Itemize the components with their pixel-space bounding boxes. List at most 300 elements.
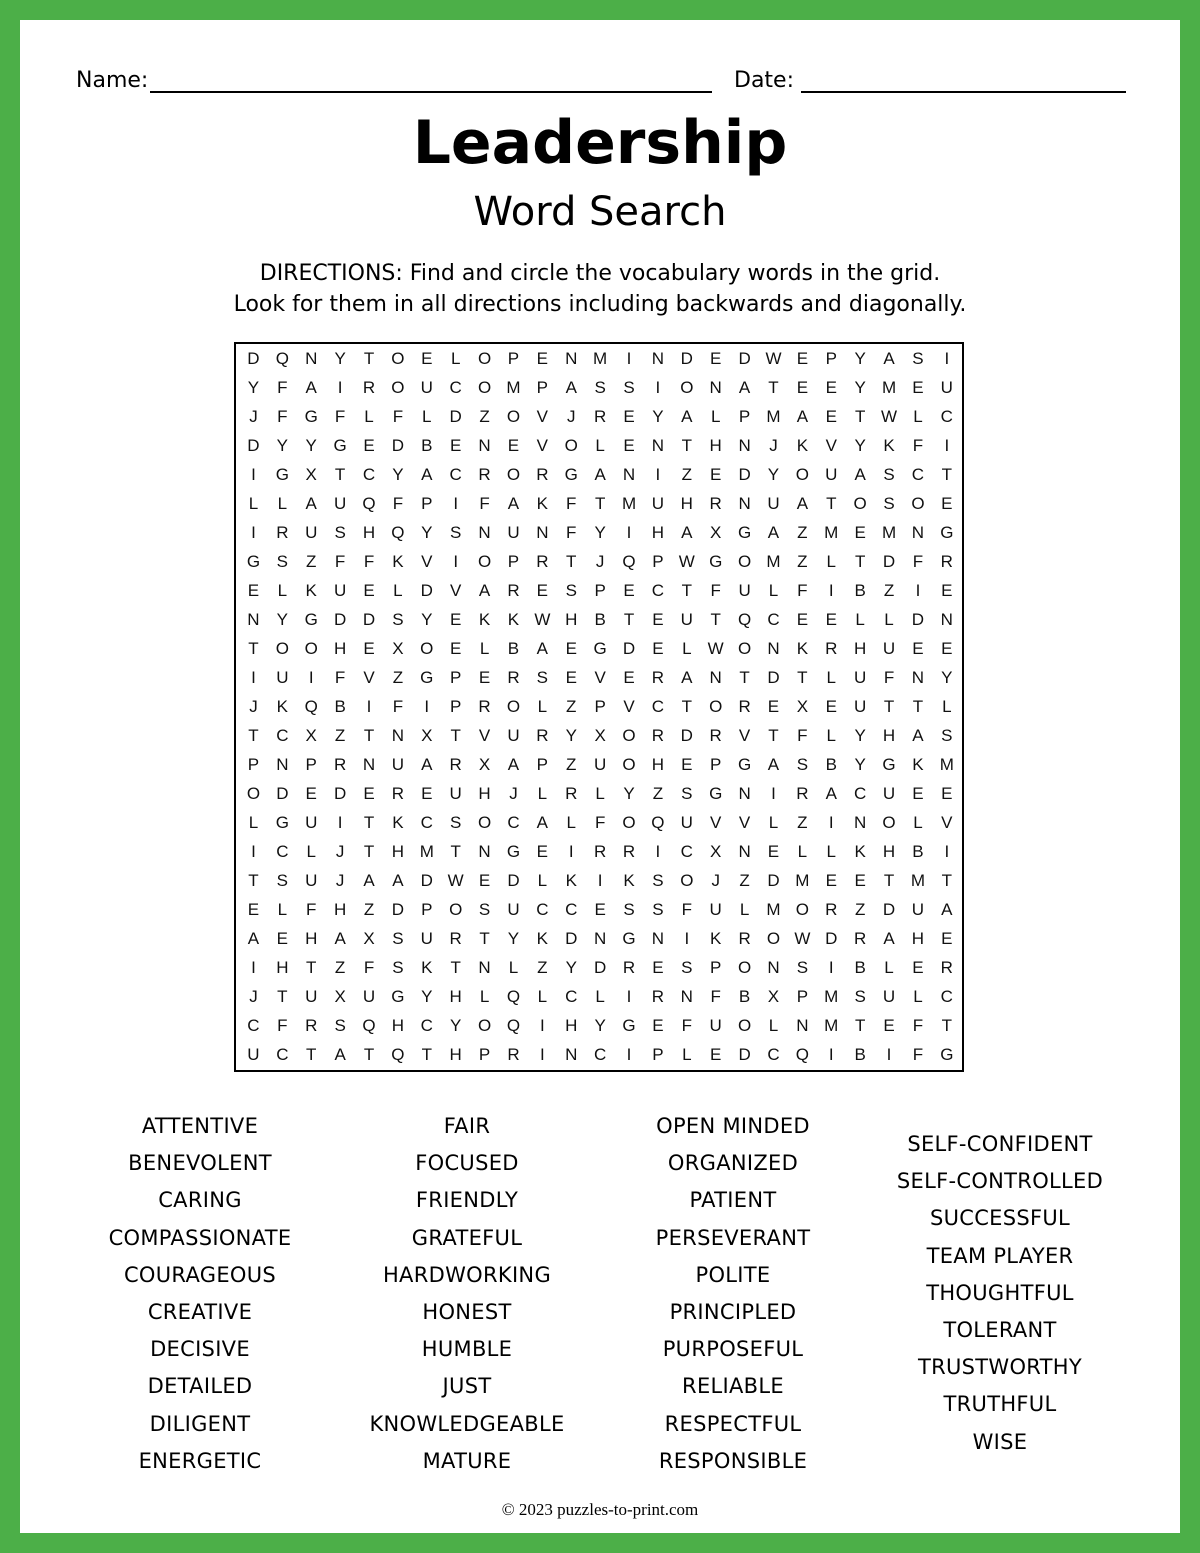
grid-letter[interactable]: U — [305, 812, 318, 832]
grid-letter[interactable]: S — [450, 522, 462, 542]
grid-letter[interactable]: F — [912, 551, 924, 571]
grid-letter[interactable]: U — [709, 1015, 722, 1035]
grid-letter[interactable]: B — [854, 957, 866, 977]
grid-letter[interactable]: E — [912, 783, 924, 803]
grid-letter[interactable]: Y — [854, 435, 866, 455]
grid-letter[interactable]: S — [883, 464, 895, 484]
grid-letter[interactable]: D — [420, 580, 433, 600]
grid-letter[interactable]: J — [711, 870, 720, 890]
grid-letter[interactable]: M — [824, 986, 839, 1006]
grid-letter[interactable]: N — [911, 522, 925, 542]
grid-letter[interactable]: E — [565, 667, 577, 687]
grid-letter[interactable]: T — [450, 725, 461, 745]
grid-letter[interactable]: U — [911, 899, 925, 919]
grid-letter[interactable]: P — [652, 1044, 664, 1064]
grid-letter[interactable]: V — [738, 725, 751, 745]
grid-letter[interactable]: D — [882, 551, 896, 571]
grid-letter[interactable]: U — [276, 667, 289, 687]
grid-letter[interactable]: U — [651, 493, 665, 513]
grid-letter[interactable]: K — [912, 754, 924, 774]
grid-letter[interactable]: R — [478, 464, 491, 484]
grid-letter[interactable]: C — [680, 841, 693, 861]
grid-letter[interactable]: H — [391, 841, 405, 861]
grid-letter[interactable]: D — [680, 725, 693, 745]
grid-letter[interactable]: E — [825, 696, 837, 716]
grid-letter[interactable]: O — [766, 928, 781, 948]
grid-letter[interactable]: C — [449, 377, 462, 397]
grid-letter[interactable]: R — [825, 899, 838, 919]
grid-letter[interactable]: P — [710, 754, 722, 774]
grid-letter[interactable]: R — [709, 493, 722, 513]
grid-letter[interactable]: L — [595, 435, 605, 455]
grid-letter[interactable]: N — [651, 348, 665, 368]
grid-letter[interactable]: X — [710, 522, 722, 542]
grid-letter[interactable]: X — [421, 725, 433, 745]
grid-letter[interactable]: V — [738, 812, 751, 832]
grid-letter[interactable]: U — [767, 493, 780, 513]
grid-letter[interactable]: I — [251, 667, 256, 687]
grid-letter[interactable]: A — [681, 667, 693, 687]
grid-letter[interactable]: N — [651, 435, 665, 455]
grid-letter[interactable]: N — [247, 609, 260, 629]
grid-letter[interactable]: R — [622, 841, 636, 861]
grid-letter[interactable]: G — [622, 1015, 636, 1035]
grid-letter[interactable]: R — [565, 783, 578, 803]
grid-letter[interactable]: U — [825, 464, 838, 484]
grid-letter[interactable]: T — [941, 1015, 953, 1035]
grid-letter[interactable]: Q — [275, 348, 289, 368]
grid-letter[interactable]: I — [626, 1044, 632, 1064]
grid-letter[interactable]: R — [940, 957, 953, 977]
grid-letter[interactable]: R — [825, 638, 838, 658]
grid-letter[interactable]: A — [536, 638, 549, 658]
grid-letter[interactable]: K — [796, 435, 809, 455]
grid-letter[interactable]: Q — [391, 522, 405, 542]
grid-letter[interactable]: Y — [247, 377, 260, 397]
grid-letter[interactable]: I — [251, 464, 256, 484]
grid-letter[interactable]: C — [593, 1044, 607, 1064]
grid-letter[interactable]: E — [363, 783, 375, 803]
grid-letter[interactable]: N — [478, 841, 491, 861]
grid-letter[interactable]: U — [420, 928, 433, 948]
grid-letter[interactable]: B — [738, 986, 751, 1006]
grid-letter[interactable]: H — [651, 522, 665, 542]
grid-letter[interactable]: E — [507, 435, 520, 455]
grid-letter[interactable]: C — [276, 725, 289, 745]
grid-letter[interactable]: L — [450, 348, 461, 368]
grid-letter[interactable]: B — [825, 754, 837, 774]
grid-letter[interactable]: F — [277, 1015, 288, 1035]
grid-letter[interactable]: F — [912, 1044, 924, 1064]
grid-letter[interactable]: L — [393, 580, 403, 600]
grid-letter[interactable]: I — [568, 841, 574, 861]
grid-letter[interactable]: E — [854, 522, 866, 542]
grid-letter[interactable]: T — [883, 696, 895, 716]
grid-letter[interactable]: T — [854, 406, 866, 426]
grid-letter[interactable]: L — [306, 841, 316, 861]
grid-letter[interactable]: O — [477, 377, 492, 397]
grid-letter[interactable]: O — [391, 377, 405, 397]
grid-letter[interactable]: C — [767, 609, 780, 629]
grid-letter[interactable]: S — [796, 754, 809, 774]
grid-letter[interactable]: X — [478, 754, 491, 774]
grid-letter[interactable]: H — [709, 435, 722, 455]
grid-letter[interactable]: V — [421, 551, 433, 571]
grid-letter[interactable]: L — [826, 725, 836, 745]
grid-letter[interactable]: D — [420, 870, 433, 890]
grid-letter[interactable]: K — [392, 812, 404, 832]
grid-letter[interactable]: E — [421, 348, 433, 368]
grid-letter[interactable]: E — [912, 377, 924, 397]
grid-letter[interactable]: J — [249, 406, 258, 426]
grid-letter[interactable]: X — [305, 725, 317, 745]
grid-letter[interactable]: V — [450, 580, 462, 600]
grid-letter[interactable]: N — [738, 435, 751, 455]
grid-letter[interactable]: L — [537, 696, 548, 716]
grid-letter[interactable]: O — [506, 696, 521, 716]
grid-letter[interactable]: T — [797, 667, 808, 687]
grid-letter[interactable]: F — [883, 667, 895, 687]
grid-letter[interactable]: M — [939, 754, 954, 774]
grid-letter[interactable]: N — [738, 493, 751, 513]
grid-letter[interactable]: I — [886, 1044, 892, 1064]
grid-letter[interactable]: V — [941, 812, 953, 832]
grid-letter[interactable]: R — [536, 551, 549, 571]
grid-letter[interactable]: R — [362, 377, 376, 397]
grid-letter[interactable]: B — [421, 435, 433, 455]
grid-letter[interactable]: O — [477, 1015, 492, 1035]
grid-letter[interactable]: O — [737, 957, 752, 977]
grid-letter[interactable]: I — [337, 377, 343, 397]
grid-letter[interactable]: T — [306, 957, 317, 977]
grid-letter[interactable]: U — [507, 725, 520, 745]
grid-letter[interactable]: V — [363, 667, 375, 687]
grid-letter[interactable]: S — [450, 812, 462, 832]
grid-letter[interactable]: C — [362, 464, 376, 484]
grid-letter[interactable]: V — [478, 725, 491, 745]
grid-letter[interactable]: F — [277, 377, 288, 397]
grid-letter[interactable]: C — [565, 986, 578, 1006]
grid-letter[interactable]: T — [594, 493, 606, 513]
grid-letter[interactable]: K — [536, 493, 549, 513]
grid-letter[interactable]: I — [308, 667, 314, 687]
grid-letter[interactable]: E — [767, 841, 780, 861]
grid-letter[interactable]: H — [565, 1015, 578, 1035]
grid-letter[interactable]: I — [944, 435, 950, 455]
grid-letter[interactable]: D — [333, 783, 347, 803]
grid-letter[interactable]: E — [825, 609, 837, 629]
grid-letter[interactable]: N — [305, 348, 318, 368]
grid-letter[interactable]: T — [854, 551, 866, 571]
grid-letter[interactable]: I — [424, 696, 430, 716]
grid-letter[interactable]: J — [335, 870, 345, 890]
grid-letter[interactable]: R — [276, 522, 289, 542]
grid-letter[interactable]: G — [593, 638, 607, 658]
grid-letter[interactable]: P — [710, 957, 722, 977]
grid-letter[interactable]: E — [825, 377, 837, 397]
grid-letter[interactable]: Z — [883, 580, 895, 600]
grid-letter[interactable]: E — [450, 609, 462, 629]
grid-letter[interactable]: T — [248, 725, 259, 745]
grid-letter[interactable]: A — [305, 493, 317, 513]
grid-letter[interactable]: F — [912, 1015, 924, 1035]
grid-letter[interactable]: M — [881, 522, 897, 542]
grid-letter[interactable]: I — [828, 580, 834, 600]
grid-letter[interactable]: Y — [305, 435, 317, 455]
grid-letter[interactable]: H — [911, 928, 925, 948]
grid-letter[interactable]: E — [767, 696, 780, 716]
grid-letter[interactable]: R — [593, 841, 607, 861]
grid-letter[interactable]: Q — [795, 1044, 809, 1064]
grid-letter[interactable]: P — [507, 348, 520, 368]
grid-letter[interactable]: N — [478, 435, 491, 455]
grid-letter[interactable]: L — [768, 580, 779, 600]
grid-letter[interactable]: Q — [506, 986, 521, 1006]
grid-letter[interactable]: R — [854, 928, 867, 948]
grid-letter[interactable]: Z — [392, 667, 404, 687]
grid-letter[interactable]: T — [768, 377, 779, 397]
grid-letter[interactable]: S — [276, 870, 288, 890]
grid-letter[interactable]: T — [479, 928, 490, 948]
grid-letter[interactable]: K — [796, 638, 809, 658]
grid-letter[interactable]: N — [478, 957, 491, 977]
grid-letter[interactable]: D — [622, 638, 636, 658]
grid-letter[interactable]: W — [707, 638, 724, 658]
grid-letter[interactable]: S — [623, 899, 635, 919]
grid-letter[interactable]: J — [595, 551, 605, 571]
grid-letter[interactable]: Y — [767, 464, 780, 484]
grid-letter[interactable]: E — [594, 899, 606, 919]
grid-letter[interactable]: F — [277, 406, 288, 426]
grid-letter[interactable]: K — [536, 928, 549, 948]
grid-letter[interactable]: U — [882, 783, 896, 803]
grid-letter[interactable]: T — [623, 609, 635, 629]
grid-letter[interactable]: P — [507, 551, 520, 571]
grid-letter[interactable]: E — [912, 638, 924, 658]
grid-letter[interactable]: A — [507, 493, 520, 513]
grid-letter[interactable]: S — [912, 348, 924, 368]
grid-letter[interactable]: N — [767, 957, 780, 977]
grid-letter[interactable]: G — [275, 812, 289, 832]
grid-letter[interactable]: L — [595, 986, 605, 1006]
grid-letter[interactable]: K — [421, 957, 433, 977]
grid-letter[interactable]: A — [334, 1044, 346, 1064]
grid-letter[interactable]: O — [477, 812, 492, 832]
grid-letter[interactable]: S — [652, 899, 664, 919]
grid-letter[interactable]: S — [652, 870, 664, 890]
grid-letter[interactable]: A — [305, 377, 317, 397]
grid-letter[interactable]: L — [913, 812, 923, 832]
grid-letter[interactable]: N — [362, 754, 376, 774]
grid-letter[interactable]: E — [710, 464, 722, 484]
grid-letter[interactable]: B — [594, 609, 606, 629]
grid-letter[interactable]: G — [391, 986, 405, 1006]
grid-letter[interactable]: S — [565, 580, 577, 600]
grid-letter[interactable]: Q — [304, 696, 318, 716]
grid-letter[interactable]: S — [276, 551, 288, 571]
grid-letter[interactable]: Z — [739, 870, 750, 890]
grid-letter[interactable]: L — [479, 638, 490, 658]
grid-letter[interactable]: R — [391, 783, 405, 803]
grid-letter[interactable]: N — [854, 812, 867, 832]
grid-letter[interactable]: O — [506, 464, 521, 484]
grid-letter[interactable]: L — [826, 667, 836, 687]
grid-letter[interactable]: O — [622, 812, 636, 832]
grid-letter[interactable]: D — [391, 899, 405, 919]
grid-letter[interactable]: T — [248, 870, 259, 890]
grid-letter[interactable]: R — [507, 667, 520, 687]
grid-letter[interactable]: U — [305, 522, 318, 542]
grid-letter[interactable]: G — [333, 435, 347, 455]
grid-letter[interactable]: A — [594, 464, 606, 484]
grid-letter[interactable]: I — [453, 551, 459, 571]
grid-letter[interactable]: J — [335, 841, 345, 861]
grid-letter[interactable]: L — [566, 812, 576, 832]
grid-letter[interactable]: Z — [479, 406, 490, 426]
grid-letter[interactable]: E — [796, 377, 809, 397]
grid-letter[interactable]: E — [941, 783, 953, 803]
grid-letter[interactable]: V — [536, 435, 549, 455]
grid-letter[interactable]: N — [622, 464, 636, 484]
grid-letter[interactable]: G — [304, 609, 318, 629]
grid-letter[interactable]: G — [709, 783, 723, 803]
grid-letter[interactable]: Q — [651, 812, 665, 832]
grid-letter[interactable]: T — [363, 841, 375, 861]
grid-letter[interactable]: U — [680, 609, 693, 629]
grid-letter[interactable]: T — [421, 1044, 432, 1064]
grid-letter[interactable]: M — [766, 899, 781, 919]
grid-letter[interactable]: F — [392, 696, 404, 716]
grid-letter[interactable]: G — [304, 406, 318, 426]
grid-letter[interactable]: T — [710, 609, 721, 629]
grid-letter[interactable]: H — [882, 725, 896, 745]
grid-letter[interactable]: I — [655, 841, 661, 861]
grid-letter[interactable]: I — [366, 696, 372, 716]
grid-letter[interactable]: R — [738, 928, 751, 948]
grid-letter[interactable]: O — [622, 754, 636, 774]
grid-letter[interactable]: S — [334, 1015, 346, 1035]
grid-letter[interactable]: T — [450, 841, 461, 861]
grid-letter[interactable]: T — [883, 870, 895, 890]
grid-letter[interactable]: B — [854, 1044, 866, 1064]
grid-letter[interactable]: F — [797, 580, 808, 600]
grid-letter[interactable]: L — [768, 812, 779, 832]
grid-letter[interactable]: S — [478, 899, 491, 919]
grid-letter[interactable]: E — [710, 348, 722, 368]
grid-letter[interactable]: G — [940, 522, 954, 542]
grid-letter[interactable]: T — [681, 435, 692, 455]
grid-letter[interactable]: M — [795, 870, 810, 890]
grid-letter[interactable]: M — [766, 406, 781, 426]
grid-letter[interactable]: L — [826, 551, 836, 571]
grid-letter[interactable]: X — [363, 928, 375, 948]
grid-letter[interactable]: H — [449, 986, 462, 1006]
grid-letter[interactable]: U — [882, 638, 896, 658]
grid-letter[interactable]: E — [652, 609, 664, 629]
grid-letter[interactable]: A — [767, 522, 780, 542]
grid-letter[interactable]: I — [597, 870, 603, 890]
grid-letter[interactable]: K — [854, 841, 866, 861]
grid-letter[interactable]: X — [767, 986, 780, 1006]
grid-letter[interactable]: I — [337, 812, 343, 832]
grid-letter[interactable]: I — [626, 522, 632, 542]
grid-letter[interactable]: H — [449, 1044, 462, 1064]
grid-letter[interactable]: L — [537, 783, 548, 803]
grid-letter[interactable]: E — [941, 638, 953, 658]
grid-letter[interactable]: Y — [652, 406, 664, 426]
grid-letter[interactable]: I — [915, 580, 921, 600]
grid-letter[interactable]: U — [247, 1044, 260, 1064]
grid-letter[interactable]: H — [680, 493, 693, 513]
grid-letter[interactable]: C — [940, 406, 953, 426]
grid-letter[interactable]: O — [911, 493, 925, 513]
grid-letter[interactable]: H — [882, 841, 896, 861]
grid-letter[interactable]: J — [509, 783, 518, 803]
grid-letter[interactable]: Z — [797, 551, 808, 571]
grid-letter[interactable]: N — [738, 841, 751, 861]
grid-letter[interactable]: A — [796, 406, 809, 426]
grid-letter[interactable]: C — [651, 696, 665, 716]
grid-letter[interactable]: P — [421, 493, 433, 513]
grid-letter[interactable]: I — [655, 464, 661, 484]
grid-letter[interactable]: T — [768, 725, 779, 745]
grid-letter[interactable]: E — [450, 435, 462, 455]
grid-letter[interactable]: K — [276, 696, 288, 716]
grid-letter[interactable]: L — [508, 957, 519, 977]
grid-letter[interactable]: P — [536, 754, 549, 774]
grid-letter[interactable]: A — [421, 754, 433, 774]
grid-letter[interactable]: D — [911, 609, 925, 629]
grid-letter[interactable]: X — [796, 696, 809, 716]
grid-letter[interactable]: Z — [334, 957, 346, 977]
grid-letter[interactable]: E — [565, 638, 577, 658]
grid-letter[interactable]: E — [825, 870, 837, 890]
grid-letter[interactable]: F — [334, 551, 346, 571]
grid-letter[interactable]: O — [737, 1015, 752, 1035]
grid-letter[interactable]: I — [251, 841, 256, 861]
grid-letter[interactable]: G — [246, 551, 261, 571]
grid-letter[interactable]: U — [738, 580, 751, 600]
grid-letter[interactable]: D — [882, 899, 896, 919]
grid-letter[interactable]: Y — [421, 609, 433, 629]
grid-letter[interactable]: R — [940, 551, 953, 571]
grid-letter[interactable]: G — [940, 1044, 954, 1064]
grid-letter[interactable]: A — [825, 783, 837, 803]
grid-letter[interactable]: U — [507, 899, 520, 919]
grid-letter[interactable]: A — [478, 580, 491, 600]
grid-letter[interactable]: Z — [797, 522, 808, 542]
grid-letter[interactable]: L — [277, 580, 288, 600]
grid-letter[interactable]: O — [304, 638, 318, 658]
grid-letter[interactable]: G — [420, 667, 434, 687]
grid-letter[interactable]: S — [681, 783, 693, 803]
grid-letter[interactable]: Z — [681, 464, 692, 484]
grid-letter[interactable]: E — [652, 957, 664, 977]
grid-letter[interactable]: Z — [854, 899, 866, 919]
grid-letter[interactable]: H — [854, 638, 867, 658]
grid-letter[interactable]: U — [593, 754, 607, 774]
grid-letter[interactable]: S — [536, 667, 549, 687]
grid-letter[interactable]: E — [421, 783, 433, 803]
grid-letter[interactable]: N — [276, 754, 289, 774]
grid-letter[interactable]: I — [944, 841, 950, 861]
grid-letter[interactable]: T — [363, 725, 375, 745]
grid-letter[interactable]: U — [333, 493, 347, 513]
grid-letter[interactable]: K — [710, 928, 722, 948]
grid-letter[interactable]: K — [507, 609, 520, 629]
grid-letter[interactable]: Q — [391, 1044, 405, 1064]
grid-letter[interactable]: Q — [737, 609, 752, 629]
